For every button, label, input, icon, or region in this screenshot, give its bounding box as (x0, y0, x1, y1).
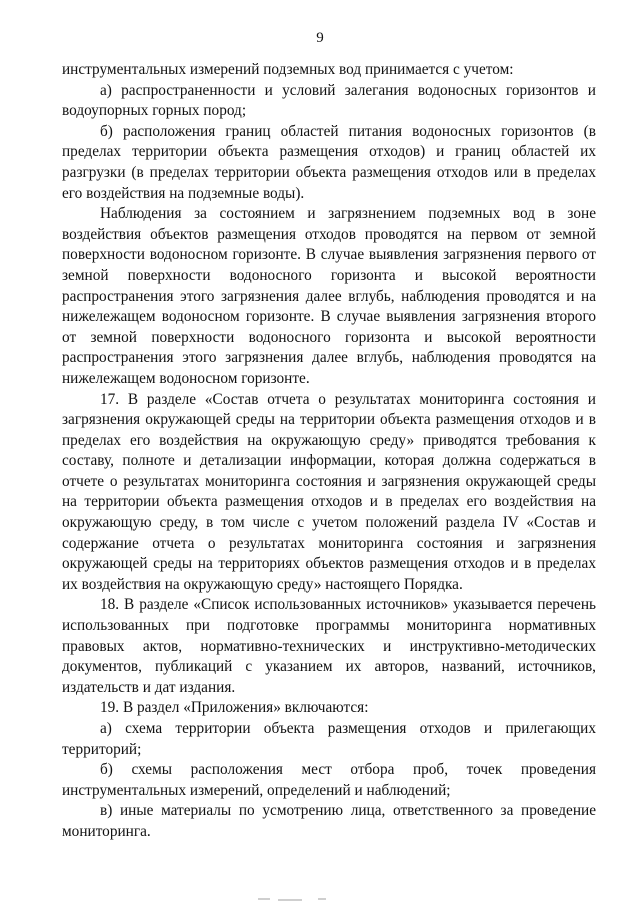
paragraph-item-b-boundaries: б) расположения границ областей питания водоносных горизонтов (в пределах территории объекта размещения отходов) и границ областей их разгрузки (в пределах территории объекта размещения отходов или в пределах его воздействия на подземные воды). (62, 122, 596, 202)
page-number: 9 (316, 30, 324, 46)
paragraph-groundwater-observations: Наблюдения за состоянием и загрязнением подземных вод в зоне воздействия объектов размещения отходов проводятся на первом от земной поверхности водоносном горизонте. В случае выявления загрязнения первого от земной поверхности водоносного горизонта и высокой вероятности распространения этого загрязнения далее вглубь, наблюдения проводятся и на нижележащем водоносном горизонте. В случае выявления загрязнения второго от земной поверхности водоносного горизонта и высокой вероятности распространения этого загрязнения далее вглубь, наблюдения проводятся на нижележащем водоносном горизонте. (62, 205, 596, 387)
scan-artifact (278, 899, 302, 901)
paragraph-19-appendices: 19. В раздел «Приложения» включаются: (100, 699, 369, 717)
paragraph-appendix-item-a: а) схема территории объекта размещения отходов и прилегающих территорий; (62, 720, 596, 758)
paragraph-appendix-item-c: в) иные материалы по усмотрению лица, ответственного за проведение мониторинга. (62, 802, 596, 840)
paragraph-continuation: инструментальных измерений подземных вод принимается с учетом: (62, 61, 514, 78)
paragraph-17-report-composition: 17. В разделе «Состав отчета о результатах мониторинга состояния и загрязнения окружающей среды на территории объекта размещения отходов и в пределах его воздействия на окружающую среду» приводятся требования к составу, полноте и детализации информации, которая должна содержаться в отчете о результатах мониторинга состояния и загрязнения окружающей среды на территории объекта размещения отходов и в пределах его воздействия на окружающую среду, в том числе с учетом положений раздела IV «Состав и содержание отчета о результатах мониторинга состояния и загрязнения окружающей среды на территориях объектов размещения отходов и в пределах их воздействия на окружающую среду» настоящего Порядка. (62, 390, 596, 593)
scan-artifact (318, 898, 326, 900)
paragraph-appendix-item-b: б) схемы расположения мест отбора проб, точек проведения инструментальных измерений, определений и наблюдений; (62, 761, 596, 799)
scan-artifact (258, 898, 270, 900)
document-body (62, 60, 596, 843)
paragraph-18-sources-list: 18. В разделе «Список использованных источников» указывается перечень использованных при подготовке программы мониторинга нормативных правовых актов, нормативно-технических и инструктивно-методических документов, публикаций с указанием их авторов, названий, источников, издательств и дат издания. (62, 596, 596, 696)
paragraph-item-a-aquifers: а) распространенности и условий залегания водоносных горизонтов и водоупорных горных пород; (62, 81, 596, 120)
